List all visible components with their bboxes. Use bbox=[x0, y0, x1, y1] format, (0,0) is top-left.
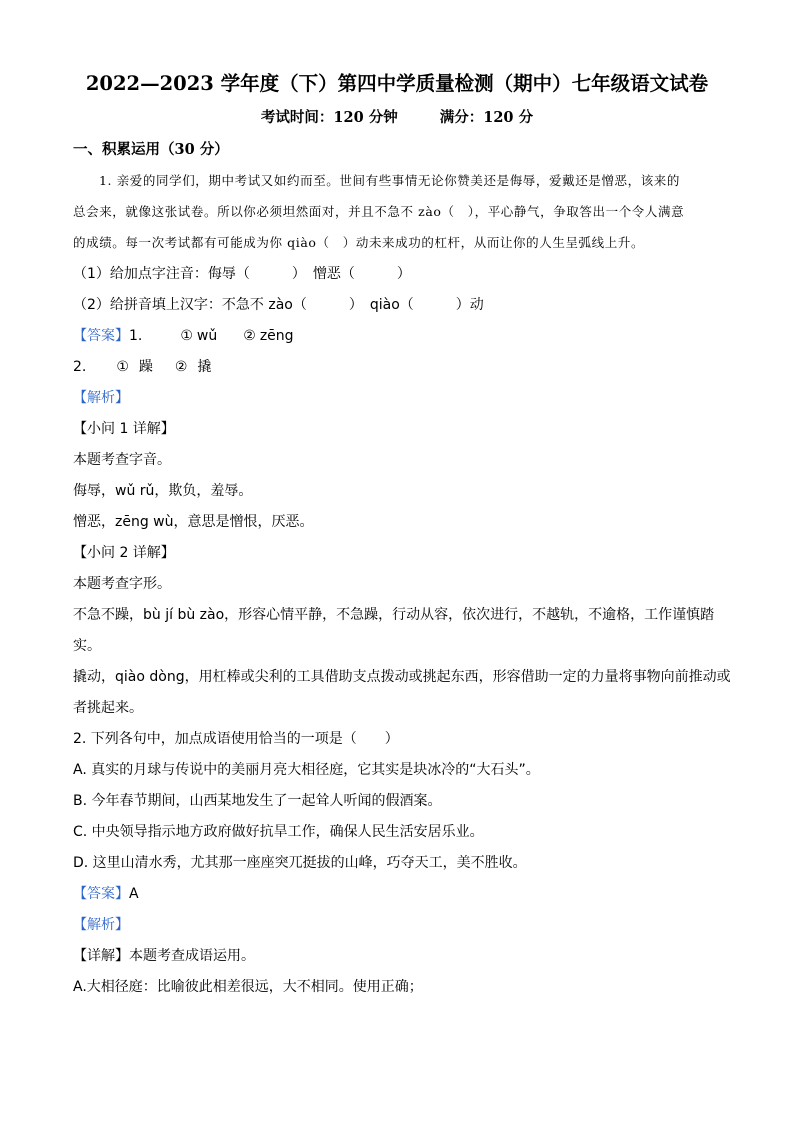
sub1-explanation-2: 憎恶，zēng wù，意思是憎恨，厌恶。 bbox=[73, 514, 314, 530]
sub1-topic: 本题考查字音。 bbox=[73, 452, 171, 468]
full-score: 满分：120 分 bbox=[439, 109, 534, 126]
q2-option-c: C. 中央领导指示地方政府做好抗旱工作，确保人民生活安居乐业。 bbox=[73, 824, 484, 840]
sub1-explanation-1: 侮辱，wǔ rǔ，欺负，羞辱。 bbox=[73, 483, 253, 499]
analysis-tag: 【解析】 bbox=[73, 390, 129, 406]
detail-tag: 【详解】 bbox=[73, 948, 129, 964]
q2-detail bbox=[73, 946, 255, 966]
exam-title: 2022—2023 学年度（下）第四中学质量检测（期中）七年级语文试卷 bbox=[85, 72, 709, 95]
detail-topic: 本题考查成语运用。 bbox=[129, 948, 255, 964]
answer-value: 撬 bbox=[197, 359, 212, 375]
exam-time: 考试时间：120 分钟 bbox=[260, 109, 398, 126]
exam-meta bbox=[0, 108, 794, 128]
circled-number-1: ① bbox=[180, 328, 193, 344]
q2-analysis-tag: 【解析】 bbox=[73, 917, 129, 933]
q2-stem: 2. 下列各句中，加点成语使用恰当的一项是（ ） bbox=[73, 731, 399, 747]
q1-subquestion-1: （1）给加点字注音：侮辱（ ） 憎恶（ ） bbox=[73, 266, 411, 282]
circled-number-2: ② bbox=[243, 328, 256, 344]
answer-value: A bbox=[129, 886, 139, 902]
sub2-explanation-2: 实。 bbox=[73, 638, 101, 654]
circled-number-2: ② bbox=[174, 359, 188, 375]
answer-value: wǔ bbox=[196, 328, 218, 344]
q1-passage-line-2: 总会来，就像这张试卷。所以你必须坦然面对，并且不急不 zào（ ），平心静气，争取答出一个令人满意 bbox=[73, 204, 685, 219]
sub2-detail-tag: 【小问 2 详解】 bbox=[73, 545, 175, 561]
answer-tag: 【答案】 bbox=[73, 886, 129, 902]
sub2-explanation-4: 者挑起来。 bbox=[73, 700, 143, 716]
section-heading: 一、积累运用（30 分） bbox=[73, 141, 229, 158]
q1-passage-line-3: 的成绩。每一次考试都有可能成为你 qiào（ ）动未来成功的杠杆，从而让你的人生呈弧线上升。 bbox=[73, 235, 645, 250]
q1-answer bbox=[73, 326, 294, 346]
q2-option-d: D. 这里山清水秀，尤其那一座座突兀挺拔的山峰，巧夺天工，美不胜收。 bbox=[73, 855, 527, 871]
q2-option-a: A. 真实的月球与传说中的美丽月亮大相径庭，它其实是块冰冷的“大石头”。 bbox=[73, 762, 540, 778]
circled-number-1: ① bbox=[116, 359, 129, 375]
q1-passage-line-1: 1. 亲爱的同学们，期中考试又如约而至。世间有些事情无论你赞美还是侮辱，爱戴还是憎恶，该来的 bbox=[99, 173, 681, 188]
q2-detail-a: A.大相径庭：比喻彼此相差很远，大不相同。使用正确； bbox=[73, 979, 423, 995]
sub2-explanation-3: 撬动，qiào dòng，用杠棒或尖利的工具借助支点拨动或挑起东西，形容借助一定的力量将事物向前推动或 bbox=[73, 669, 731, 685]
sub2-explanation-1: 不急不躁，bù jí bù zào，形容心情平静，不急躁，行动从容，依次进行，不越轨，不逾格，工作谨慎踏 bbox=[73, 607, 715, 623]
answer-value: zēng bbox=[259, 328, 294, 344]
answer-number: 2. bbox=[73, 359, 87, 375]
q1-answer-2 bbox=[73, 357, 211, 377]
answer-tag: 【答案】 bbox=[73, 328, 129, 344]
answer-value: 躁 bbox=[138, 359, 153, 375]
sub1-detail-tag: 【小问 1 详解】 bbox=[73, 421, 175, 437]
q1-subquestion-2: （2）给拼音填上汉字：不急不 zào（ ） qiào（ ）动 bbox=[73, 297, 484, 313]
q2-answer bbox=[73, 884, 139, 904]
q2-option-b: B. 今年春节期间，山西某地发生了一起耸人听闻的假酒案。 bbox=[73, 793, 442, 809]
answer-number: 1. bbox=[129, 328, 143, 344]
sub2-topic: 本题考查字形。 bbox=[73, 576, 171, 592]
